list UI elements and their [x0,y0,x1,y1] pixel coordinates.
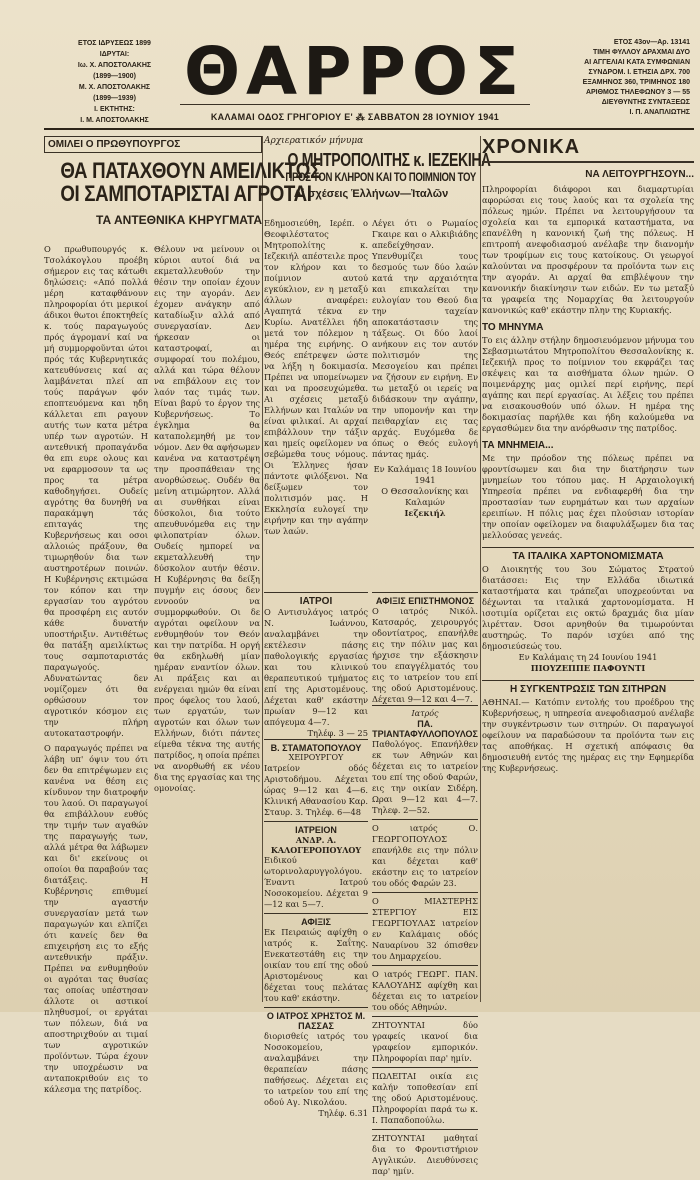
ad-block [372,1016,478,1067]
article-kicker: Αρχιερατικόν μήνυμα [264,136,364,146]
article-paragraph: Ο πρωθυπουργός κ. Τσολάκογλου προέβη σήμερον εις τας κάτωθι δηλώσεις: «Από πολλά μέρη καταφθάνουν πληροφορίαι ότι μερικοί άδικοι θωτοι έποκτηθείς κ. τούς παραγωγούς πρός άγρομανί καί να μή συμμορφοῦνται ώτοι πρός τάς Κυβερνητικάς κατευθύνσεις καί ας λαμβάνεται πλεί απ τούς παράγων φόν εποπτευόμενα και ηδη κάλλεται επι ραγουν αυτής των κατα μέτρα υπέρ των αγροτών. Η αντεθνική προπαγάνδα θα επι ευρε ολους και να εφαρμοσουν τα ως προς τα μέτρα καθοδηγήσει. Ουδείς αγρότης θα δυνηθή να παρακάμψη τάς επιταγάς της Κυβερνήσεως και οσοι αλλοιώς πράξουν, θα τιμωρηθούν δια των αυστηροτέρων ποινών. Η Κυβέρνησις εκτιμώσα τον κόπον και την εργασίαν του αγρότου θα προσφέρη εις αυτόν κάθε δυνατήν υποστήριξιν. Αντιθέτως θα πατάξη αμειλίκτως τους σαμποταριστάς παραγωγούς. Αδυνατώντας δεν νομίζομεν ότι θα ορθώσουν τον αγροτικόν κόσμον εις την πλήρη αυτοκαταστροφήν. [44,244,148,738]
ad-text: Ο ιατρός ΓΕΩΡΓ. ΠΑΝ. ΚΑΛΟΥΔΗΣ αφίχθη και δέχεται εις το ιατρείον του οδός Αθηνών. [372,969,478,1012]
article-text-column-2 [372,218,478,588]
founder-name-2: Μ. Χ. ΑΠΟΣΤΟΛΑΚΗΣ [78,84,151,91]
subscription-other: ΕΞΑΜΗΝΟΣ 360, ΤΡΙΜΗΝΟΣ 180 [582,79,690,86]
decree-date: Εν Καλάμαις τη 24 Ιουνίου 1941 [518,652,658,662]
phone: ΑΡΙΘΜΟΣ ΤΗΛΕΦΩΝΟΥ 3 — 55 [585,89,690,96]
ad-title: ΑΦΙΞΙΣ [301,917,331,927]
ad-text: ΖΗΤΟΥΝΤΑΙ δύο γραφείς ικανοί δια γραφείον εμπορικόν. Πληροφορίαι παρ' ημίν. [372,1020,478,1063]
ad-block [264,913,368,1007]
section-paragraph: Με την πρόοδον της πόλεως πρέπει να φροντίσωμεν και δια την διατήρησιν των μνημείων του τόπου μας. Η Αρχαιολογική Υπηρεσία πρέπει να ενδιαφερθή δια την προστασίαν των ευρημάτων και των αρχαίων ερειπίων. Η πόλις μας έχει πλούσιαν ιστορίαν την οποίαν οφείλομεν να διαφυλάξωμεν δια τας μελλούσας γενεάς. [482,453,694,540]
masthead-rule [180,104,530,105]
signoff-name: Ιεζεκιήλ [404,508,446,518]
ad-name: Β. ΣΤΑΜΑΤΟΠΟΥΛΟΥ [270,743,362,753]
article-text-column-2 [154,244,260,1002]
ad-block [372,892,478,965]
section-paragraph: ΑΘΗΝΑΙ.— Κατόπιν εντολής του προέδρου της Κυβερνήσεως, η υπηρεσία ανεφοδιασμού ανέλαβε την συγκέντρωσιν των σιτηρών. Οι παραγωγοί οφείλουν να παραδώσουν τα προϊόντα των εις τας αποθήκας. Η σχετική απόφασις θα δημοσιευθή εντός της ημέρας εις την Εφημερίδα της Κυβερνήσεως. [482,697,694,773]
ad-block [372,819,478,892]
article-subhead: Αἱ σχέσεις Ἑλλήνων—Ἰταλῶν [293,188,449,200]
editor-name: Ι. Π. ΑΝΑΠΛΙΩΤΗΣ [629,109,690,116]
ad-text: Εκ Πειραιώς αφίχθη ο ιατρός κ. Σαΐτης. Ενεκατεστάθη εις την οικίαν του επί της οδού Αριστομένους και δέχεται τους πελάτας του καθ' εκάστην. [264,927,368,1003]
ad-name: ΠΑ. ΤΡΙΑΝΤΑΦΥΛΛΟΠΟΥΛΟΣ [372,719,478,739]
editor-label: ΔΙΕΥΘΥΝΤΗΣ ΣΥΝΤΑΞΕΩΣ [601,99,690,106]
ad-phone: Τηλέφ. 3 — 25 [307,728,368,738]
section-subtitle: ΤΑ ΙΤΑΛΙΚΑ ΧΑΡΤΟΝΟΜΙΣΜΑΤΑ [482,547,694,562]
ad-text: Ο Αντισυλάγος ιατρός Ν. Ιωάννου, αναλαμβάνει την εκτέλεσιν πάσης παθολογικής εργασίας και του κλινικού θεραπευτικού τμήματος επί της Αριστομένους. Δέχεται καθ' εκάστην πρωίαν 9—12 και απόγευμα 4—7. [264,607,368,727]
column-divider [262,136,263,1002]
decree-signatory: ΠΙΟΥΖΕΠΠΕ ΠΑΦΟΥΝΤΙ [530,663,646,673]
article-subhead: ΤΑ ΑΝΤΕΘΝΙΚΑ ΚΗΡΥΓΜΑΤΑ [96,213,262,227]
article-headline-line-1: ΘΑ ΠΑΤΑΧΘΟΥΝ ΑΜΕΙΛΙΚΤΩΣ [60,158,322,183]
section-paragraph: Το εις άλλην στήλην δημοσιευόμενον μήνυμα του Σεβασμιωτάτου Μητροπολίτου Θεσσαλονίκης κ. Ιεζεκιήλ προς το ποίμνιον του εκφράζει τας σκέψεις και τα αισθήματα όλων ημών. Ο ποιμενάρχης μας ομιλεί περί ειρήνης, περί αγάπης και περί εργασίας. Αι λέξεις του πρέπει να εισακουσθούν υπό όλων. Η ημέρα της δοκιμασίας παρήλθε και ήδη καλούμεθα να εργασθώμεν δια την ανόρθωσιν της πατρίδος. [482,335,694,433]
ad-text: Παθολόγος. Επανήλθεν εκ των Αθηνών και δέχεται εις το ιατρείον του επί της οδού Φαρών, εις την οικίαν Σιδέρη. Ωραι 9—12 και 4—7. Τηλεφ. 2—52. [372,739,478,815]
section-title: ΧΡΟΝΙΚΑ [482,136,694,163]
ad-text: διορισθείς ιατρός του Νοσοκομείου, αναλαμβάνει την θεραπείαν πάσης παθήσεως. Δέχεται εις το ιατρείον του επί της οδού Αγ. Νικολάου. [264,1031,368,1107]
ad-text: ΖΗΤΟΥΝΤΑΙ μαθηταί δια το Φροντιστήριον Αγγλικών. Διευθύνσεις παρ' ημίν. [372,1133,478,1176]
ad-title: ΑΦΙΞΙΣ ΕΠΙΣΤΗΜΟΝΟΣ [375,596,475,606]
ad-text: Ο ιατρός Ο. ΓΕΩΡΓΟΠΟΥΛΟΣ επανήλθε εις την πόλιν και δέχεται καθ' εκάστην εις το ιατρείον του οδός Φαρών 23. [372,823,478,888]
founder-years: (1899—1900) [93,73,136,80]
ad-text: Ο ΜΙΑΣΤΕΡΗΣ ΣΤΕΡΓΙΟΥ ΕΙΣ ΓΕΩΡΓΙΟΥΛΑΣ ιατρείον εν Καλάμαις οδός Ναυαρίνου 32 όπισθεν του Δημαρχείου. [372,896,478,961]
ad-block [264,1007,368,1122]
ad-text: Ιατρείον οδός Αριστοδήμου. Δέχεται ώρας 9—12 και 4—6. Κλινική Αθανασίου Καρ. Σταυρ. 3. Τηλέφ. 6—48 [264,763,368,817]
founding-year: ΕΤΟΣ ΙΔΡΥΣΕΩΣ 1899 [78,40,151,47]
signoff-title: Ο Θεσσαλονίκης και Καλαμών [381,486,469,507]
section-subtitle: Η ΣΥΓΚΕΝΤΡΩΣΙΣ ΤΩΝ ΣΙΤΗΡΩΝ [482,680,694,695]
article-paragraph: Θέλουν να μείνουν οι κύριοι αυτοί διά να εκμεταλλευθούν την θέσιν την οποίαν έχουν εις την αγοράν. Δεν έχομεν ανάγκην από καταδίωξιν αλλά από συνεργασίαν. Δεν ήρκεσαν οι καταστροφαί, αι συμφοραί του πολέμου, αλλά και τώρα θέλουν να επιβάλουν εις τον λαόν τας τιμάς των. Είναι βαρύ το έργον της Κυβερνήσεως. Το έγκλημα θα καταπολεμηθή με τον νόμον. Δεν θα αφήσωμεν κανένα να καταστρέψη την προσπάθειαν της ανορθώσεως. Ουδέν θα μείνη ατιμώρητον. Αλλά αι συνθήκαι είναι δύσκολοι, δια τούτο απευθυνόμεθα εις την φιλοπατρίαν όλων. Ουδείς ημπορεί να εκμεταλλευθή την δύσκολον αυτήν θέσιν. Η Κυβέρνησις θα δείξη πυγμήν εις όσους δεν εννοούν να συμμορφωθούν. Οι δε αγρόται οφείλουν να ενθυμηθούν τον Θεόν και την πατρίδα. Η οργή θα εκδηλωθή μίαν ημέραν εναντίον όλων. Αι πράξεις και αι ενέργειαι ημών θα είναι προς όφελος του λαού, των εργατών, των αγροτών και όλων των Ελλήνων, διότι πάντες είμεθα τέκνα της αυτής πατρίδος, η οποία πρέπει να ανορθωθή εκ νέου δια της εργασίας και της ομονοίας. [154,244,260,793]
ad-title: ΙΑΤΡΕΙΟΝ [295,825,337,835]
ad-text: Ο ιατρός Νικόλ. Κατσαρός, χειρουργός οδοντίατρος, επανήλθε εις την πόλιν μας και ήρχισε την εξάσκησιν του επαγγέλματός του εις το ιατρείον του επί της οδού Αριστομένους. Δέχεται 9—12 και 4—7. [372,606,478,704]
article-kicker: ΟΜΙΛΕΙ Ο ΠΡΩΘΥΠΟΥΡΓΟΣ [44,136,262,153]
article-text-column-1 [44,244,148,1094]
section-subtitle: ΝΑ ΛΕΙΤΟΥΡΓΗΣΟΥΝ... [585,169,694,180]
article-paragraph: Ο παραγωγός πρέπει να λάβη υπ' όψιν του ότι δεν θα επιτρέψωμεν εις κανένα να θέση εις κίνδυνον την διατροφήν του λαού. Οι παραγωγοί θα επιβάλλουν ευθύς την τιμήν των αγαθών της παραγωγής των, αλλά μέτρα θα λάβωμεν και δι' εκείνους οι οποίοι θα παραβούν τας διατάξεις. Η Κυβέρνησις επιθυμεί την αγαστήν συνεργασίαν μετά των παραγωγών και ελπίζει ότι κανείς δεν θα επιχειρήση εις το εξής αντεθνικήν πράξιν. Πρέπει να ενθυμηθούν οι αγρόται τας θυσίας τας οποίας υπέστησαν άλλοτε οι αστικοί πληθυσμοί, οι εργάται των πόλεων, διά να αποστηριχθούν αι τιμαί των αγροτικών προϊόντων. Τώρα έχουν την υποχρέωσιν να ανταποκριθούν εις το κάλεσμα της πατρίδος. [44,743,148,1094]
owner-name: Ι. Μ. ΑΠΟΣΤΟΛΑΚΗΣ [80,117,149,124]
masthead-founders [52,38,177,126]
masthead-info [530,38,690,118]
founder-years-2: (1899—1939) [93,95,136,102]
section-subtitle: ΤΟ ΜΗΝΥΜΑ [482,322,544,333]
ad-title: ΙΑΤΡΟΙ [299,596,333,607]
ad-name: ΑΝΔΡ. Α. ΚΑΛΟΓΕΡΟΠΟΥΛΟΥ [270,835,362,855]
classifieds-right [372,592,478,1176]
issue-number: ΕΤΟΣ 43ον—Αρ. 13141 [613,39,690,46]
ad-role: ΧΕΙΡΟΥΡΓΟΥ [288,753,344,762]
ad-phone: Τηλέφ. 6.31 [318,1108,368,1118]
article-paragraph: Εδημοσιεύθη, Ιερέπ. ο Θεοφιλέστατος Μητροπολίτης κ. Ιεζεκιήλ απέστειλε προς τον κλήρον και το ποίμνιον αυτού εγκύκλιον, εν η μεταξύ άλλων αναφέρει: Αγαπητά τέκνα εν Κυρίω. Ανατέλλει ήδη μετά τον πόλεμον η ημέρα της ειρήνης. Ο Θεός επέτρεψεν ώστε να λήξη η δοκιμασία. Πρέπει να υπομείνωμεν και να προσευχώμεθα. Αι σχέσεις μεταξύ Ελλήνων και Ιταλών να είναι φιλικαί. Αι αρχαί επιβάλλουν την τάξιν και ημείς οφείλομεν να σεβώμεθα τους νόμους. Οι Έλληνες ήσαν πάντοτε φιλόξενοι. Να δείξωμεν τον πολιτισμόν μας. Η Εκκλησία ευλογεί την ειρήνην και την αγάπην των λαών. [264,218,368,536]
article-headline-line-1: Ο ΜΗΤΡΟΠΟΛΙΤΗΣ κ. ΙΕΖΕΚΙΗΛ [287,150,491,170]
ad-text: ΠΩΛΕΙΤΑΙ οικία εις καλήν τοποθεσίαν επί της οδού Αριστομένους. Πληροφορίαι παρά τω κ. Ι. Παπαδοπούλω. [372,1071,478,1125]
section-paragraph: Ο Διοικητής του 3ου Σώματος Στρατού διατάσσει: Εις την Ελλάδα ιδιωτικά καταστήματα και τράπεζαι υποχρεούνται να δέχωνται τα ιταλικά χαρτονομίσματα. Η ισοτιμία ορίζεται εις οκτώ δραχμάς δια μίαν λιρέτταν. Όσοι αρνηθούν θα τιμωρούνται αυστηρώς. Το παρόν ισχύει από της δημοσιεύσεώς του. [482,564,694,651]
ad-block [372,1067,478,1129]
ad-title: Ιατρός [411,709,439,718]
subscription-yearly: ΣΥΝΔΡΟΜ. Ι. ΕΤΗΣΙΑ ΔΡΧ. 700 [588,69,690,76]
article-metropolitan [264,136,491,1176]
ad-block [264,739,368,821]
masthead [0,0,700,132]
article-headline-line-2: ΠΡΟΣ ΤΟΝ ΚΛΗΡΟΝ ΚΑΙ ΤΟ ΠΟΙΜΝΙΟΝ ΤΟΥ [285,170,476,184]
ad-block [372,1129,478,1180]
price: ΤΙΜΗ ΦΥΛΛΟΥ ΔΡΑΧΜΑΙ ΔΥΟ [592,49,690,56]
section-subtitle: ΤΑ ΜΝΗΜΕΙΑ... [482,440,554,451]
masthead-bottom-rule [44,128,694,130]
founders-label: ΙΔΡΥΤΑΙ: [99,51,130,58]
chronicle-column [482,136,694,1002]
newspaper-title: ΘΑΡΡΟΣ [183,33,526,110]
ad-text: Ειδικού ωτορινολαρυγγολόγου. Έναντι Ιατρού Νοσοκομείου. Δέχεται 9—12 και 5—7. [264,855,368,909]
article-text-column-1 [264,218,368,588]
article-headline-line-2: ΟΙ ΣΑΜΠΟΤΑΡΙΣΤΑΙ ΑΓΡΟΤΑΙ [60,181,312,206]
article-paragraph: Λέγει ότι ο Ρωμαίος Γκαιρε και ο Αλκιβιάδης απεδείχθησαν. Υπενθυμίζει τους δεσμούς των δύο λαών κατά την αρχαιότητα και επικαλείται την ευλογίαν του Θεού δια την ταχείαν αποκατάστασιν της τάξεως. Οι δύο λαοί ανήκουν εις τον αυτόν πολιτισμόν της Μεσογείου και πρέπει να ζήσουν εν ειρήνη. Εν τω μεταξύ οι ιερείς να διδάσκουν την αγάπην, την υπομονήν και την πειθαρχίαν εις τας αρχάς. Ευχόμεθα δε όπως ο Θεός ευλογή πάντας ημάς. [372,218,478,459]
classifieds-left [264,592,368,1118]
ad-name: Ο ΙΑΤΡΟΣ ΧΡΗΣΤΟΣ Μ. ΠΑΣΣΑΣ [266,1011,366,1031]
founder-name: Ιω. Χ. ΑΠΟΣΤΟΛΑΚΗΣ [77,62,152,69]
ad-block [264,821,368,913]
ads-note: ΑΙ ΑΓΓΕΛΙΑΙ ΚΑΤΑ ΣΥΜΦΩΝΙΑΝ [584,59,690,66]
section-paragraph: Πληροφορίαι διάφοροι και διαμαρτυρίαι αφορώσαι εις τους λαούς και τα σχολεία της πόλεως ημών. Πρέπει να λειτουργήσουν τα σχολεία και τα εμπορικά καταστήματα, να επανέλθη η κανονική ζωή της πόλεως. Η επιτροπή ανεφοδιασμού ανέλαβε την διανομήν των τροφίμων εις τους κατοίκους. Οι γεωργοί καλούνται να προσφέρουν τα προϊόντα των εις την αγοράν. Αι αρχαί θα επιβλέψουν την κανονικήν διακίνησιν των ειδών. Εν τω μεταξύ τα γραφεία της Νομαρχίας θα λειτουργούν κανονικώς καθ' εκάστην πλην της Κυριακής. [482,184,694,315]
owner-label: Ι. ΕΚΤΗΤΗΣ: [94,106,135,113]
column-divider [480,136,481,1002]
ad-block [372,965,478,1016]
signoff-date: Εν Καλάμαις 18 Ιουνίου 1941 [373,464,477,485]
ad-block [372,705,478,819]
masthead-dateline: ΚΑΛΑΜΑΙ ΟΔΟΣ ΓΡΗΓΟΡΙΟΥ Ε' ⁂ ΣΑΒΒΑΤΟΝ 28 ΙΟΥΝΙΟΥ 1941 [210,112,500,122]
